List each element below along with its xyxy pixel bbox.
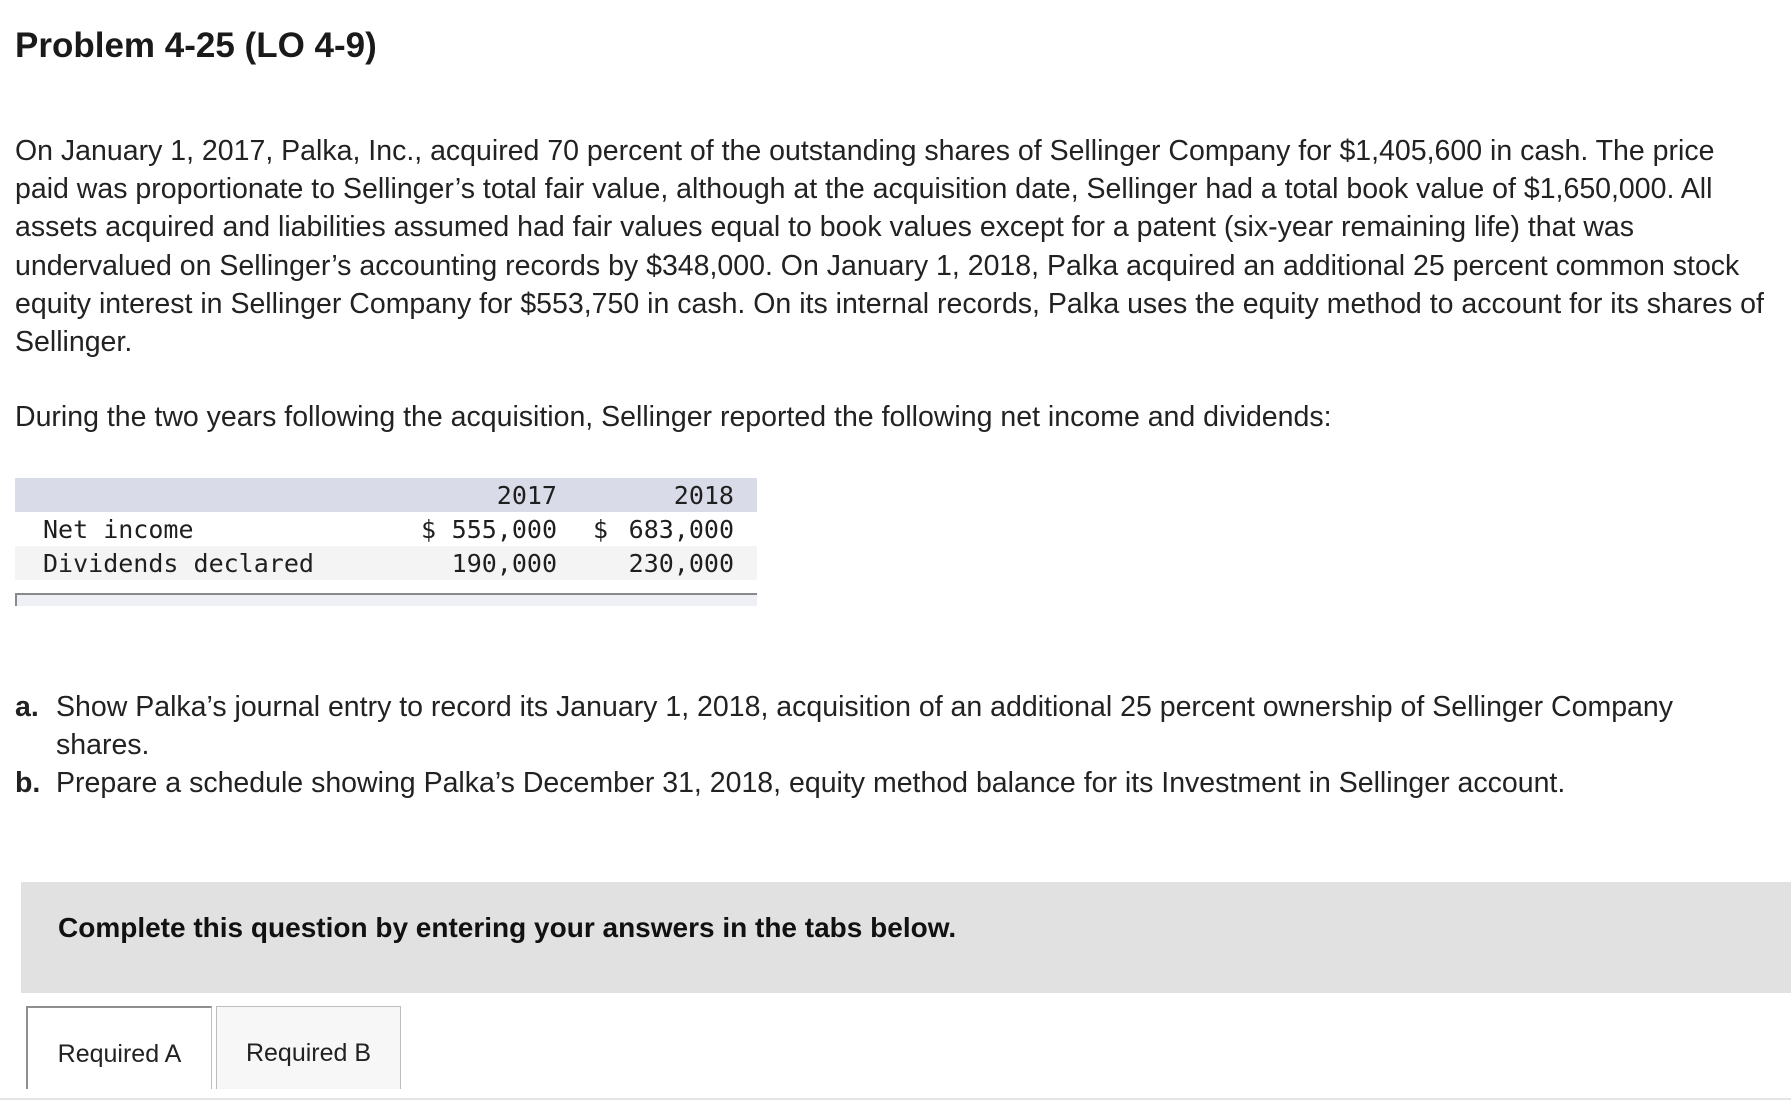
net-income-2017: 555,000 [451, 515, 557, 544]
table-row [15, 546, 757, 580]
currency-symbol: $ [593, 515, 609, 544]
currency-symbol: $ [421, 515, 437, 544]
dividends-2017: 190,000 [451, 549, 557, 578]
instructions-text: Complete this question by entering your answers in the tabs below. [58, 912, 957, 943]
net-income-2018: 683,000 [628, 515, 734, 544]
question-text: Show Palka’s journal entry to record its January 1, 2018, acquisition of an additional 25 percent ownership of Sellinger Company shares. [56, 691, 1673, 762]
question-list [15, 688, 1755, 803]
instructions-banner [21, 882, 1791, 993]
table-row [15, 512, 757, 546]
table-footer [15, 593, 757, 606]
tab-panel-divider [0, 1098, 1791, 1100]
tab-required-a[interactable]: Required A [26, 1006, 212, 1089]
tab-required-b[interactable]: Required B [216, 1006, 401, 1089]
question-item-b [15, 764, 1755, 802]
row-label-net-income: Net income [43, 515, 194, 544]
column-header-2017: 2017 [496, 481, 557, 510]
income-dividends-table [15, 478, 757, 580]
column-header-2018: 2018 [673, 481, 734, 510]
problem-paragraph: On January 1, 2017, Palka, Inc., acquired 70 percent of the outstanding shares of Sellinger Company for $1,405,600 in cash. The price paid was proportionate to Sellinger’s total fair value, although at the acquisition date, Sellinger had a total book value of $1,650,000. All assets acquired and liabilities assumed had fair values equal to book values except for a patent (six-year remaining life) that was undervalued on Sellinger’s accounting records by $348,000. On January 1, 2018, Palka acquired an additional 25 percent common stock equity interest in Sellinger Company for $553,750 in cash. On its internal records, Palka uses the equity method to account for its shares of Sellinger. [15, 135, 1764, 359]
question-letter: b. [15, 767, 41, 800]
question-item-a [15, 688, 1755, 764]
table-header-row [15, 478, 757, 512]
question-letter: a. [15, 691, 39, 723]
question-text: Prepare a schedule showing Palka’s December 31, 2018, equity method balance for its Investment in Sellinger account. [56, 767, 1566, 800]
problem-title: Problem 4-25 (LO 4-9) [15, 26, 377, 65]
problem-paragraph-intro: During the two years following the acquisition, Sellinger reported the following net income and dividends: [15, 401, 1332, 433]
dividends-2018: 230,000 [628, 549, 734, 578]
row-label-dividends: Dividends declared [43, 549, 314, 578]
